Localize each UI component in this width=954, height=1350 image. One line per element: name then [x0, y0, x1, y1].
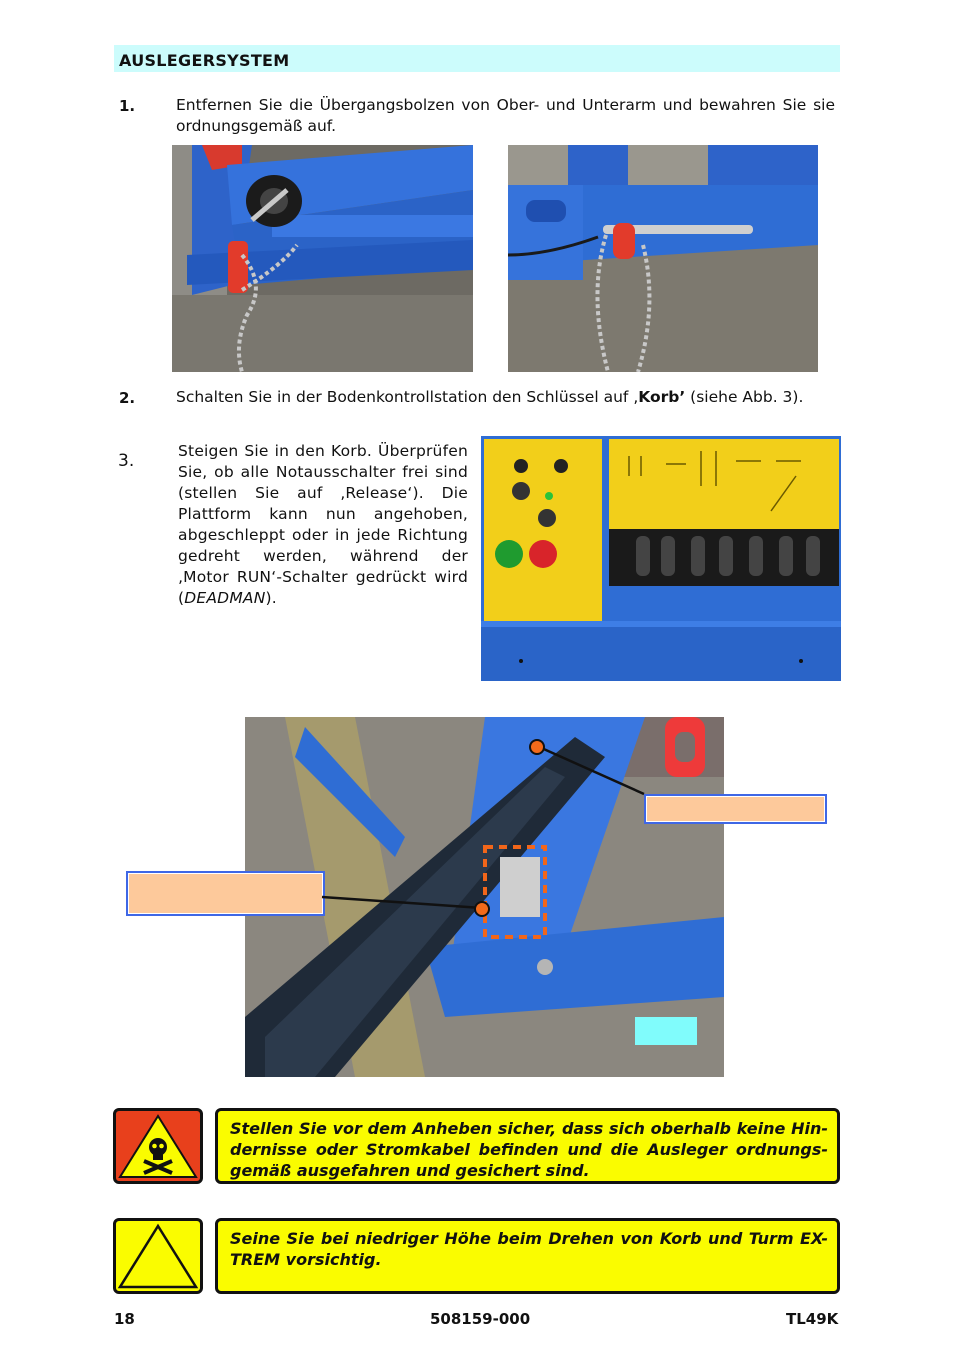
- step-3-text-italic: DEADMAN: [184, 589, 266, 607]
- section-title: AUSLEGERSYSTEM: [119, 51, 290, 70]
- step-2-number: 2.: [119, 389, 136, 407]
- callout-marker-top: [529, 739, 545, 755]
- step-3-text-main: Steigen Sie in den Korb. Überprüfen Sie, ob alle Notausschalter frei sind (stellen Sie auf ‚Release‘). Die Plattform kann nun angehoben, abgeschleppt oder in jede Richtung gedreht werden, während der ‚Motor RUN‘-Schalter gedrückt wird (: [178, 442, 468, 607]
- step-3-number: 3.: [118, 451, 135, 471]
- model-name: TL49K: [786, 1310, 839, 1328]
- caution-sign: [113, 1218, 203, 1294]
- skull-crossbones-icon: [116, 1111, 200, 1181]
- step-2-text-bold: Korb’: [638, 388, 686, 406]
- callout-marker-switch: [474, 901, 490, 917]
- step-2-text-after: (siehe Abb. 3).: [685, 388, 804, 406]
- page-number: 18: [114, 1310, 135, 1328]
- warning-box-1: [215, 1108, 840, 1184]
- step-1-text: Entfernen Sie die Übergangsbolzen von Ober- und Unterarm und bewahren Sie sie ordnungsgemäß auf.: [176, 96, 835, 135]
- warning-triangle-icon: [116, 1221, 200, 1291]
- doc-number: 508159-000: [430, 1310, 531, 1328]
- step-2-text-before: Schalten Sie in der Bodenkontrollstation den Schlüssel auf ‚Korb’: [176, 388, 686, 406]
- step-1-number: 1.: [119, 97, 136, 115]
- danger-sign: [113, 1108, 203, 1184]
- warning-box-2: [215, 1218, 840, 1294]
- warning-text-2: Seine Sie bei niedriger Höhe beim Drehen von Korb und Turm EX-TREM vorsichtig.: [230, 1229, 828, 1269]
- step-3-text-end: ).: [265, 589, 277, 607]
- warning-text-1: Stellen Sie vor dem Anheben sicher, dass sich oberhalb keine Hin-dernisse oder Stromkabel befinden und die Ausleger ordnungs-gemäß ausgefahren und gesichert sind.: [230, 1119, 828, 1180]
